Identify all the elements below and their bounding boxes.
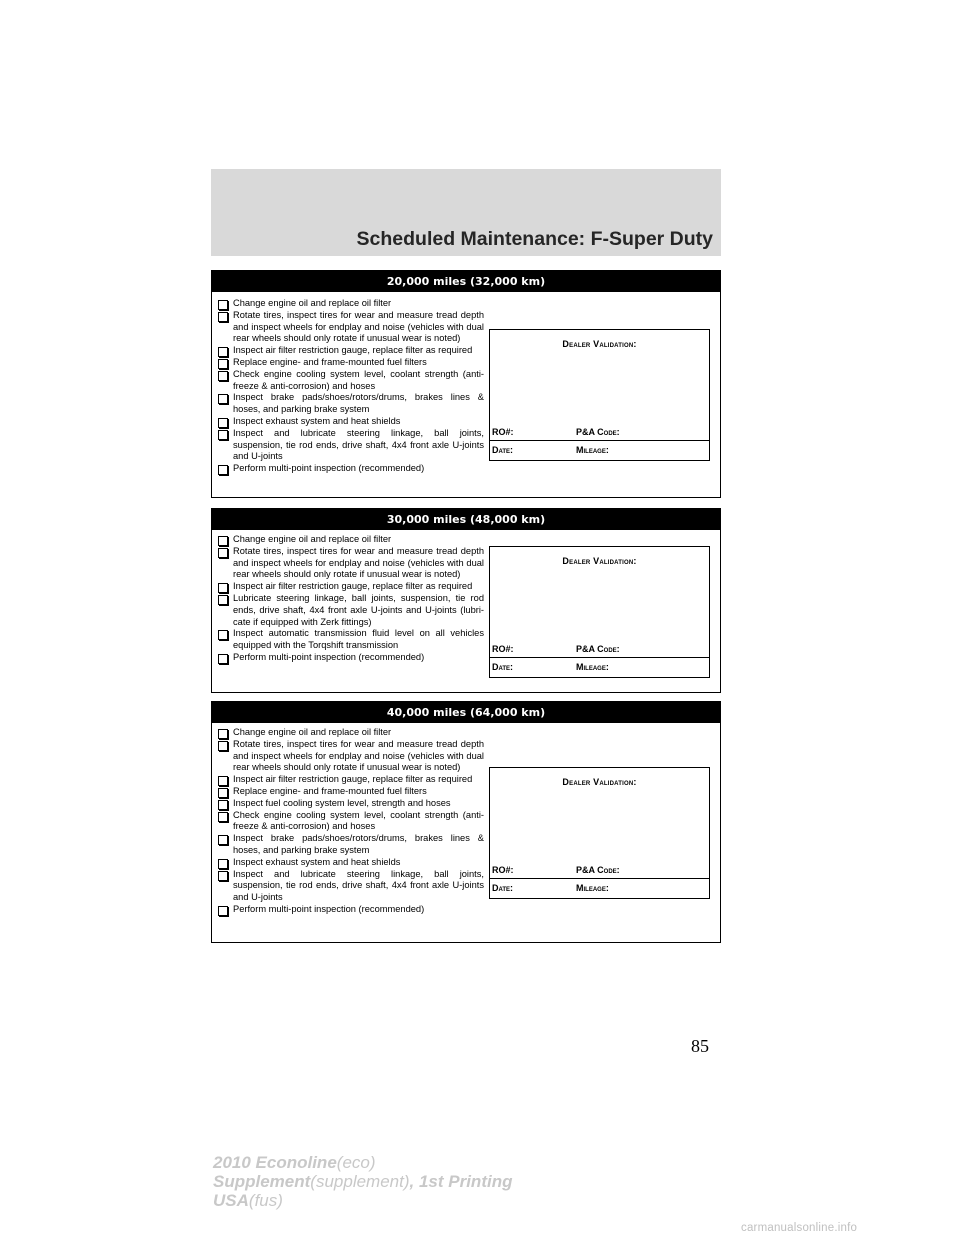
dealer-validation-box [489, 329, 710, 461]
task-list [218, 727, 484, 916]
page-header [211, 169, 721, 256]
checkbox-icon[interactable] [218, 654, 228, 664]
task-item: Inspect exhaust system and heat shields [218, 416, 484, 428]
checkbox-icon[interactable] [218, 800, 228, 810]
checkbox-icon[interactable] [218, 359, 228, 369]
task-item: Inspect and lubricate steering linkage, ball joints, suspension, tie rod ends, drive shaft, 4x4 front axle U-joints and U-joints [218, 428, 484, 463]
checkbox-icon[interactable] [218, 312, 228, 322]
checkbox-icon[interactable] [218, 812, 228, 822]
checkbox-icon[interactable] [218, 300, 228, 310]
task-item: Inspect fuel cooling system level, strength and hoses [218, 798, 484, 810]
maintenance-section-30000 [211, 508, 721, 693]
task-item: Rotate tires, inspect tires for wear and measure tread depth and inspect wheels for endplay and noise (vehicles with dual rear wheels should only rotate if unusual wear is noted) [218, 310, 484, 345]
pa-code-label: P&A Code: [576, 427, 620, 437]
divider [490, 878, 709, 879]
task-item: Change engine oil and replace oil filter [218, 534, 484, 546]
task-item: Inspect automatic transmission fluid level on all vehicles equipped with the Torqshift transmission [218, 628, 484, 652]
footer-printing: , 1st Printing [409, 1172, 513, 1191]
checkbox-icon[interactable] [218, 906, 228, 916]
date-label: Date: [492, 445, 514, 455]
task-item: Rotate tires, inspect tires for wear and measure tread depth and inspect wheels for endplay and noise (vehicles with dual rear wheels should only rotate if unusual wear is noted) [218, 546, 484, 581]
footer-line-3 [213, 1191, 512, 1210]
checkbox-icon[interactable] [218, 776, 228, 786]
ro-label: RO#: [492, 865, 514, 875]
task-item: Replace engine- and frame-mounted fuel filters [218, 357, 484, 369]
checkbox-icon[interactable] [218, 536, 228, 546]
section-heading: 20,000 miles (32,000 km) [212, 271, 720, 292]
task-item: Inspect brake pads/shoes/rotors/drums, brakes lines & hoses, and parking brake system [218, 833, 484, 857]
maintenance-section-40000 [211, 701, 721, 943]
checkbox-icon[interactable] [218, 465, 228, 475]
task-item: Change engine oil and replace oil filter [218, 727, 484, 739]
dealer-validation-box [489, 546, 710, 678]
task-list [218, 298, 484, 475]
footer-doc: Supplement [213, 1172, 311, 1191]
footer-market: USA [213, 1191, 249, 1210]
maintenance-section-20000 [211, 270, 721, 498]
checkbox-icon[interactable] [218, 548, 228, 558]
divider [490, 440, 709, 441]
mileage-label: Mileage: [576, 445, 609, 455]
task-item: Perform multi-point inspection (recommended) [218, 904, 484, 916]
pa-code-label: P&A Code: [576, 644, 620, 654]
dealer-validation-label: Dealer Validation: [562, 339, 637, 349]
task-item: Check engine cooling system level, coolant strength (anti-freeze & anti-corrosion) and hoses [218, 810, 484, 834]
checkbox-icon[interactable] [218, 418, 228, 428]
task-item: Inspect air filter restriction gauge, replace filter as required [218, 345, 484, 357]
task-item: Inspect and lubricate steering linkage, ball joints, suspension, tie rod ends, drive shaft, 4x4 front axle U-joints and U-joints [218, 869, 484, 904]
ro-label: RO#: [492, 427, 514, 437]
footer-model: 2010 Econoline [213, 1153, 337, 1172]
date-label: Date: [492, 662, 514, 672]
task-item: Change engine oil and replace oil filter [218, 298, 484, 310]
mileage-label: Mileage: [576, 883, 609, 893]
task-list [218, 534, 484, 664]
footer-model-code: (eco) [336, 1153, 376, 1172]
checkbox-icon[interactable] [218, 859, 228, 869]
dealer-validation-box [489, 767, 710, 899]
checkbox-icon[interactable] [218, 741, 228, 751]
dealer-validation-label: Dealer Validation: [562, 777, 637, 787]
date-label: Date: [492, 883, 514, 893]
pa-code-label: P&A Code: [576, 865, 620, 875]
mileage-label: Mileage: [576, 662, 609, 672]
task-item: Inspect air filter restriction gauge, replace filter as required [218, 774, 484, 786]
checkbox-icon[interactable] [218, 394, 228, 404]
divider [490, 657, 709, 658]
task-item: Replace engine- and frame-mounted fuel filters [218, 786, 484, 798]
checkbox-icon[interactable] [218, 871, 228, 881]
task-item: Check engine cooling system level, coolant strength (anti-freeze & anti-corrosion) and hoses [218, 369, 484, 393]
checkbox-icon[interactable] [218, 430, 228, 440]
task-item: Lubricate steering linkage, ball joints, suspension, tie rod ends, drive shaft, 4x4 front axle U-joints and U-joints (lubri-cate if equipped with Zerk fittings) [218, 593, 484, 628]
dealer-validation-label: Dealer Validation: [562, 556, 637, 566]
task-item: Inspect brake pads/shoes/rotors/drums, brakes lines & hoses, and parking brake system [218, 392, 484, 416]
section-heading: 30,000 miles (48,000 km) [212, 509, 720, 530]
footer-doc-code: (supplement) [310, 1172, 410, 1191]
checkbox-icon[interactable] [218, 595, 228, 605]
footer-market-code: (fus) [248, 1191, 283, 1210]
footer-printing-info [213, 1153, 512, 1210]
checkbox-icon[interactable] [218, 371, 228, 381]
footer-line-1 [213, 1153, 512, 1172]
checkbox-icon[interactable] [218, 788, 228, 798]
checkbox-icon[interactable] [218, 630, 228, 640]
task-item: Inspect air filter restriction gauge, replace filter as required [218, 581, 484, 593]
task-item: Inspect exhaust system and heat shields [218, 857, 484, 869]
checkbox-icon[interactable] [218, 729, 228, 739]
section-heading: 40,000 miles (64,000 km) [212, 702, 720, 723]
watermark: carmanualsonline.info [741, 1222, 858, 1234]
task-item: Rotate tires, inspect tires for wear and measure tread depth and inspect wheels for endplay and noise (vehicles with dual rear wheels should only rotate if unusual wear is noted) [218, 739, 484, 774]
page-title: Scheduled Maintenance: F-Super Duty [356, 228, 713, 250]
checkbox-icon[interactable] [218, 583, 228, 593]
checkbox-icon[interactable] [218, 347, 228, 357]
task-item: Perform multi-point inspection (recommended) [218, 463, 484, 475]
checkbox-icon[interactable] [218, 835, 228, 845]
footer-line-2 [213, 1172, 512, 1191]
task-item: Perform multi-point inspection (recommended) [218, 652, 484, 664]
ro-label: RO#: [492, 644, 514, 654]
page-number: 85 [691, 1036, 709, 1056]
